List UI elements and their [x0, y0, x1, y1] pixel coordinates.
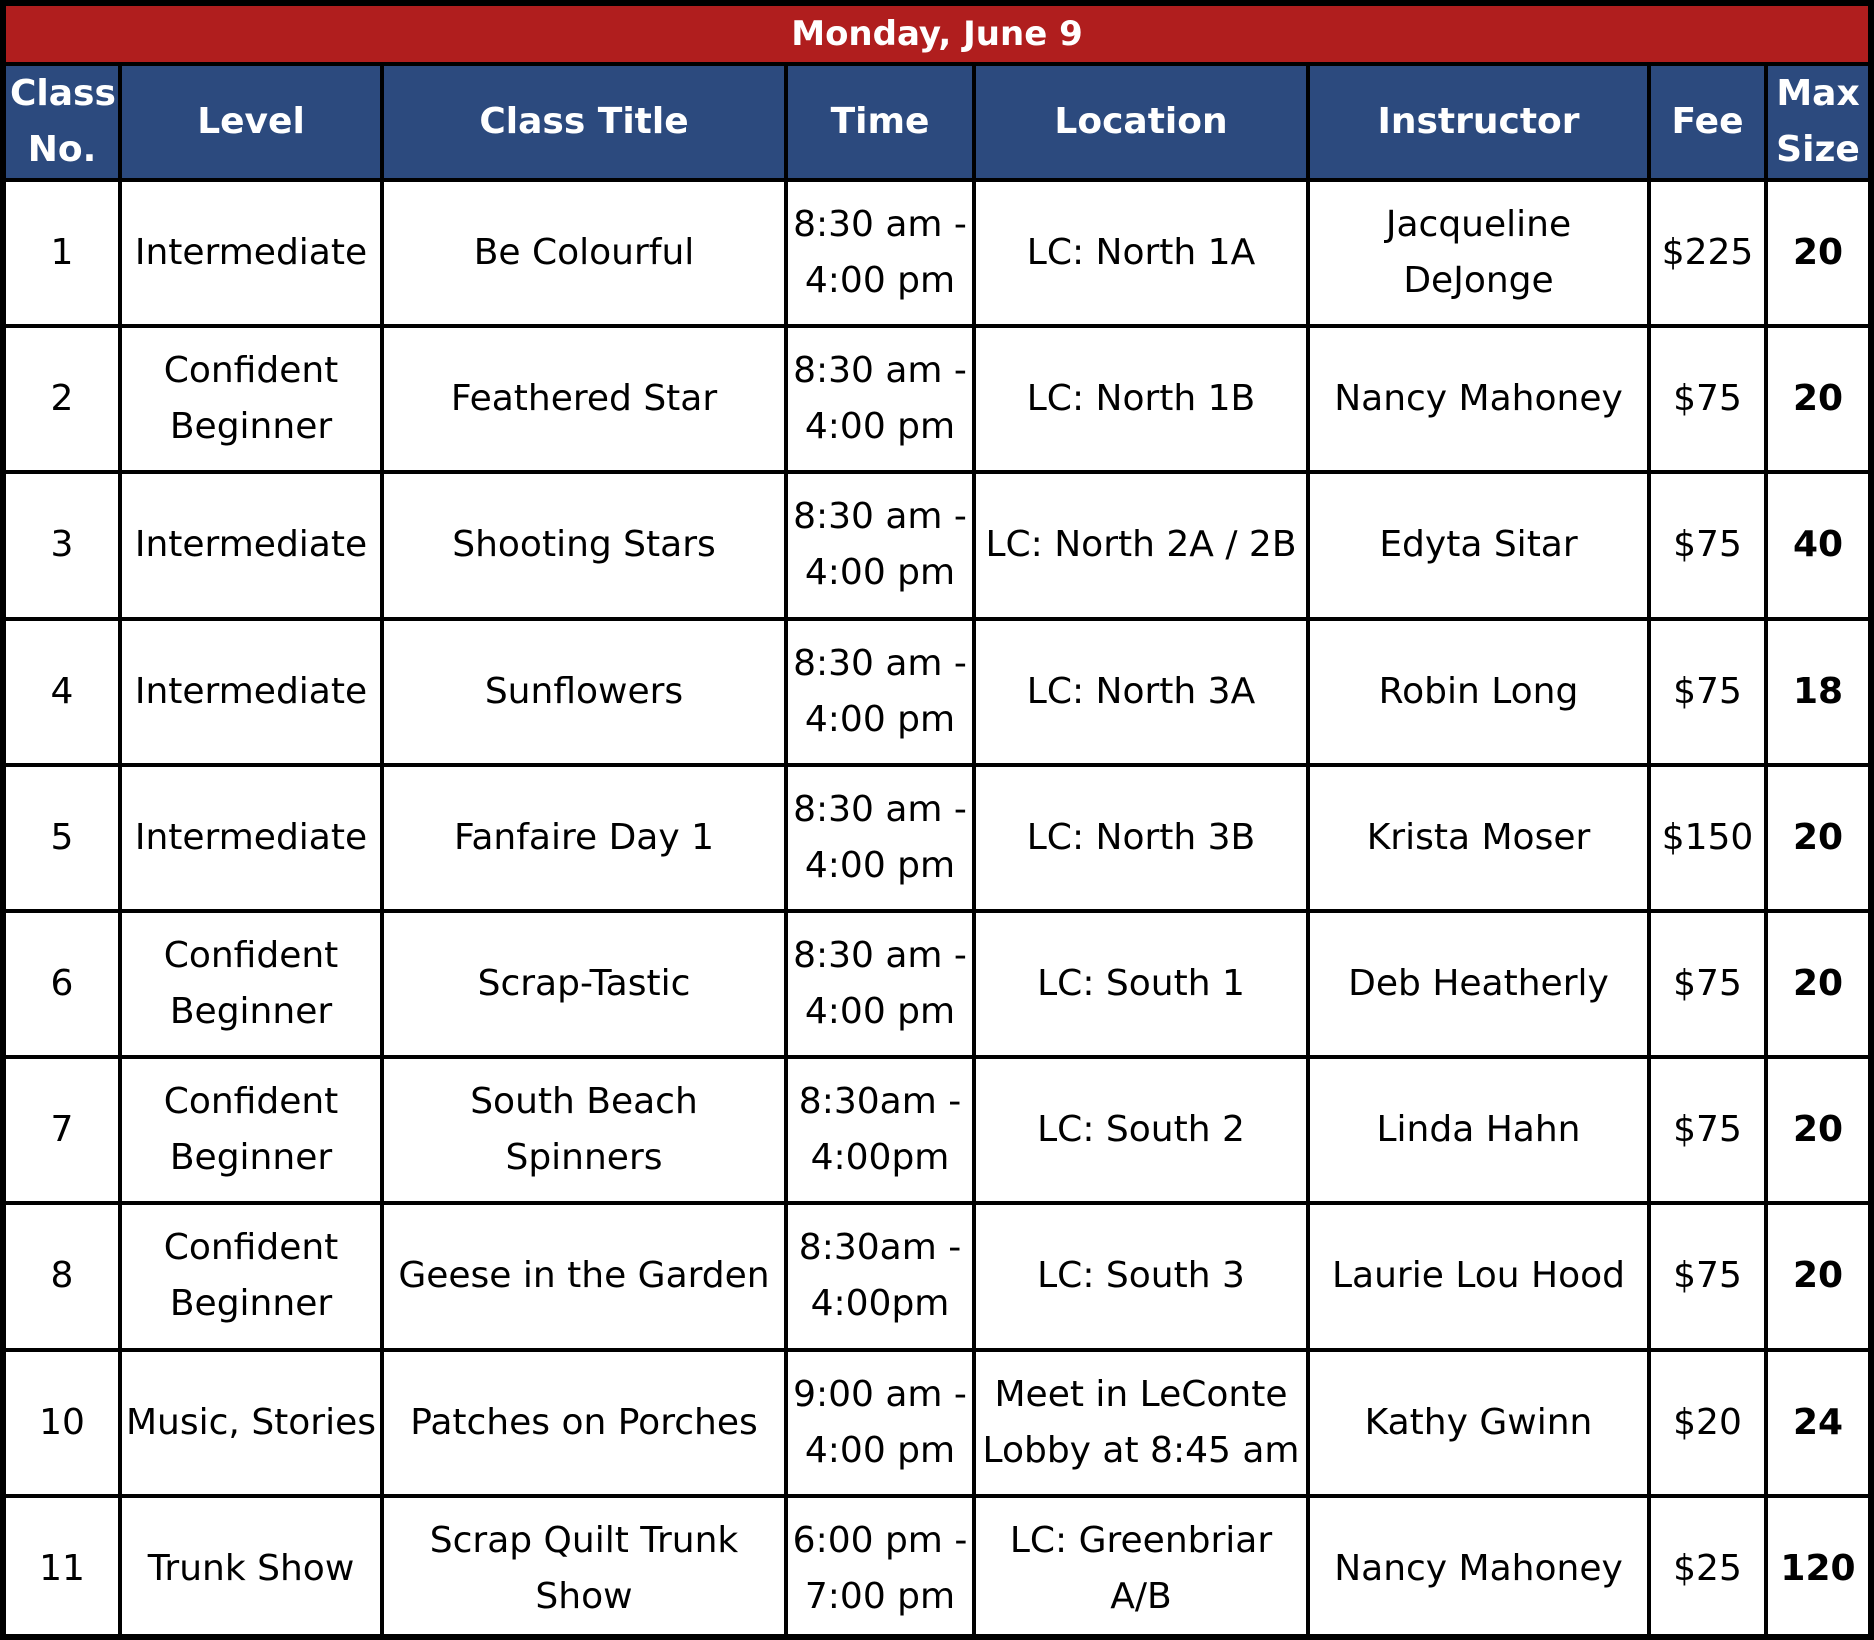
cell-class-no: 7: [6, 1057, 120, 1203]
cell-location-line: LC: North 1A: [1026, 232, 1256, 274]
cell-time-line: 9:00 am -: [793, 1373, 967, 1415]
table-row: [6, 619, 1868, 765]
cell-class-title: [382, 1203, 786, 1349]
cell-max-size: 24: [1766, 1350, 1868, 1496]
cell-class-title-line: Feathered Star: [450, 378, 718, 420]
cell-time: [786, 911, 974, 1057]
cell-class-title-line: Fanfaire Day 1: [453, 816, 715, 858]
cell-time-line: 4:00 pm: [804, 991, 956, 1033]
cell-level-line: Confident: [163, 1227, 339, 1269]
cell-location-line: LC: North 1B: [1026, 378, 1256, 420]
cell-time: [786, 1350, 974, 1496]
cell-location: [974, 1496, 1308, 1640]
cell-fee: $150: [1649, 765, 1766, 911]
cell-time-line: 8:30 am -: [793, 935, 967, 977]
cell-location-line: LC: South 2: [1037, 1109, 1245, 1151]
cell-time-line: 4:00pm: [810, 1283, 950, 1325]
cell-level: [120, 1057, 382, 1203]
cell-fee: $225: [1649, 180, 1766, 326]
cell-time-line: 8:30 am -: [793, 496, 967, 538]
cell-time-line: 8:30 am -: [793, 204, 967, 246]
cell-instructor-line: Jacqueline: [1385, 204, 1572, 246]
cell-class-title-line: Scrap-Tastic: [477, 963, 691, 1005]
cell-level-line: Intermediate: [134, 816, 368, 858]
cell-location-line: LC: Greenbriar: [1009, 1519, 1273, 1561]
cell-location: [974, 1350, 1308, 1496]
cell-location: [974, 619, 1308, 765]
cell-time-line: 4:00 pm: [804, 1429, 956, 1471]
cell-class-title-line: Be Colourful: [473, 232, 695, 274]
cell-location-line: LC: North 3A: [1026, 670, 1256, 712]
cell-time-line: 8:30 am -: [793, 788, 967, 830]
cell-max-size: 20: [1766, 180, 1868, 326]
cell-max-size: 20: [1766, 911, 1868, 1057]
cell-instructor: [1308, 619, 1649, 765]
cell-instructor-line: Nancy Mahoney: [1334, 378, 1623, 420]
table-row: [6, 1203, 1868, 1349]
cell-class-no: 5: [6, 765, 120, 911]
cell-class-title: [382, 619, 786, 765]
header-fee: Fee: [1649, 66, 1766, 180]
cell-level: [120, 180, 382, 326]
header-time: Time: [786, 66, 974, 180]
cell-location: [974, 1057, 1308, 1203]
cell-fee: $20: [1649, 1350, 1766, 1496]
cell-time: [786, 1057, 974, 1203]
cell-instructor-line: Krista Moser: [1366, 816, 1591, 858]
cell-time-line: 8:30 am -: [793, 642, 967, 684]
table-row: [6, 180, 1868, 326]
cell-level-line: Intermediate: [134, 670, 368, 712]
cell-instructor-line: Kathy Gwinn: [1364, 1401, 1593, 1443]
cell-level: [120, 1203, 382, 1349]
cell-level: [120, 619, 382, 765]
cell-instructor-line: Robin Long: [1378, 670, 1579, 712]
cell-instructor-line: Laurie Lou Hood: [1331, 1255, 1625, 1297]
cell-fee: $75: [1649, 472, 1766, 618]
cell-instructor: [1308, 1350, 1649, 1496]
cell-class-title: [382, 472, 786, 618]
cell-location-line: Lobby at 8:45 am: [982, 1429, 1300, 1471]
cell-max-size: 20: [1766, 1057, 1868, 1203]
cell-time: [786, 765, 974, 911]
cell-time: [786, 326, 974, 472]
cell-time-line: 6:00 pm -: [792, 1519, 968, 1561]
cell-class-title: [382, 180, 786, 326]
cell-location-line: LC: South 3: [1037, 1255, 1245, 1297]
cell-level: [120, 765, 382, 911]
table-row: [6, 326, 1868, 472]
cell-location: [974, 326, 1308, 472]
header-class-title: Class Title: [382, 66, 786, 180]
cell-fee: $75: [1649, 326, 1766, 472]
cell-instructor-line: DeJonge: [1403, 260, 1554, 302]
header-row: [6, 66, 1868, 180]
cell-time-line: 8:30am -: [798, 1227, 962, 1269]
table-row: [6, 911, 1868, 1057]
table-row: [6, 1350, 1868, 1496]
cell-time: [786, 1203, 974, 1349]
cell-time-line: 4:00 pm: [804, 552, 956, 594]
cell-time: [786, 1496, 974, 1640]
cell-level-line: Music, Stories: [126, 1401, 377, 1443]
cell-max-size: 20: [1766, 1203, 1868, 1349]
cell-class-no: 10: [6, 1350, 120, 1496]
cell-class-title-line: Geese in the Garden: [398, 1255, 770, 1297]
cell-time-line: 7:00 pm: [804, 1575, 956, 1617]
cell-level-line: Confident: [163, 935, 339, 977]
cell-class-no: 2: [6, 326, 120, 472]
cell-instructor: [1308, 911, 1649, 1057]
cell-location: [974, 1203, 1308, 1349]
cell-class-title-line: Patches on Porches: [410, 1401, 758, 1443]
cell-max-size: 20: [1766, 326, 1868, 472]
cell-instructor: [1308, 1057, 1649, 1203]
cell-time-line: 8:30am -: [798, 1081, 962, 1123]
cell-instructor: [1308, 765, 1649, 911]
cell-fee: $75: [1649, 619, 1766, 765]
table-row: [6, 765, 1868, 911]
header-level: Level: [120, 66, 382, 180]
cell-time: [786, 180, 974, 326]
cell-level: [120, 911, 382, 1057]
cell-location-line: LC: North 2A / 2B: [985, 524, 1297, 566]
cell-class-title-line: Show: [535, 1575, 633, 1617]
cell-level: [120, 472, 382, 618]
cell-instructor-line: Nancy Mahoney: [1334, 1547, 1623, 1589]
cell-class-title: [382, 326, 786, 472]
cell-time-line: 4:00 pm: [804, 260, 956, 302]
cell-location-line: Meet in LeConte: [994, 1373, 1288, 1415]
header-class-no: Class No.: [6, 66, 120, 180]
cell-class-no: 8: [6, 1203, 120, 1349]
cell-location: [974, 472, 1308, 618]
cell-level-line: Confident: [163, 350, 339, 392]
cell-level-line: Beginner: [169, 1137, 333, 1179]
cell-class-title-line: South Beach Spinners: [470, 1081, 698, 1179]
cell-level: [120, 1496, 382, 1640]
cell-class-no: 4: [6, 619, 120, 765]
cell-fee: $75: [1649, 911, 1766, 1057]
cell-level: [120, 326, 382, 472]
cell-instructor-line: Deb Heatherly: [1348, 963, 1609, 1005]
cell-class-no: 11: [6, 1496, 120, 1640]
cell-fee: $25: [1649, 1496, 1766, 1640]
cell-time: [786, 619, 974, 765]
cell-class-title-line: Scrap Quilt Trunk: [429, 1519, 739, 1561]
cell-location-line: LC: North 3B: [1026, 816, 1256, 858]
cell-level-line: Intermediate: [134, 524, 368, 566]
cell-max-size: 120: [1766, 1496, 1868, 1640]
cell-location: [974, 765, 1308, 911]
cell-level-line: Intermediate: [134, 232, 368, 274]
cell-level-line: Beginner: [169, 991, 333, 1033]
cell-class-title-line: Shooting Stars: [452, 524, 716, 566]
cell-class-no: 3: [6, 472, 120, 618]
schedule-body: [6, 180, 1868, 1640]
cell-instructor: [1308, 180, 1649, 326]
header-location: Location: [974, 66, 1308, 180]
table-row: [6, 472, 1868, 618]
cell-location-line: LC: South 1: [1037, 963, 1245, 1005]
header-max-size: Max Size: [1766, 66, 1868, 180]
table-row: [6, 1496, 1868, 1640]
table-row: [6, 1057, 1868, 1203]
cell-max-size: 20: [1766, 765, 1868, 911]
class-schedule-table: [6, 66, 1868, 1640]
cell-instructor: [1308, 1203, 1649, 1349]
cell-level-line: Beginner: [169, 1283, 333, 1325]
cell-location-line: A/B: [1110, 1575, 1172, 1617]
cell-class-title: [382, 911, 786, 1057]
cell-instructor: [1308, 1496, 1649, 1640]
cell-level-line: Beginner: [169, 406, 333, 448]
cell-class-title: [382, 1496, 786, 1640]
schedule-date-title: Monday, June 9: [6, 6, 1868, 66]
cell-time: [786, 472, 974, 618]
cell-fee: $75: [1649, 1057, 1766, 1203]
cell-class-no: 1: [6, 180, 120, 326]
cell-location: [974, 180, 1308, 326]
cell-class-title: [382, 1057, 786, 1203]
cell-instructor: [1308, 472, 1649, 618]
cell-location: [974, 911, 1308, 1057]
cell-max-size: 18: [1766, 619, 1868, 765]
cell-fee: $75: [1649, 1203, 1766, 1349]
header-instructor: Instructor: [1308, 66, 1649, 180]
cell-instructor-line: Linda Hahn: [1376, 1109, 1581, 1151]
cell-time-line: 4:00 pm: [804, 844, 956, 886]
cell-time-line: 8:30 am -: [793, 350, 967, 392]
cell-level: [120, 1350, 382, 1496]
cell-level-line: Confident: [163, 1081, 339, 1123]
cell-instructor-line: Edyta Sitar: [1379, 524, 1578, 566]
cell-time-line: 4:00 pm: [804, 406, 956, 448]
cell-class-no: 6: [6, 911, 120, 1057]
cell-class-title: [382, 765, 786, 911]
cell-instructor: [1308, 326, 1649, 472]
cell-time-line: 4:00pm: [810, 1137, 950, 1179]
cell-time-line: 4:00 pm: [804, 698, 956, 740]
cell-class-title: [382, 1350, 786, 1496]
cell-level-line: Trunk Show: [147, 1547, 355, 1589]
cell-max-size: 40: [1766, 472, 1868, 618]
cell-class-title-line: Sunflowers: [484, 670, 684, 712]
